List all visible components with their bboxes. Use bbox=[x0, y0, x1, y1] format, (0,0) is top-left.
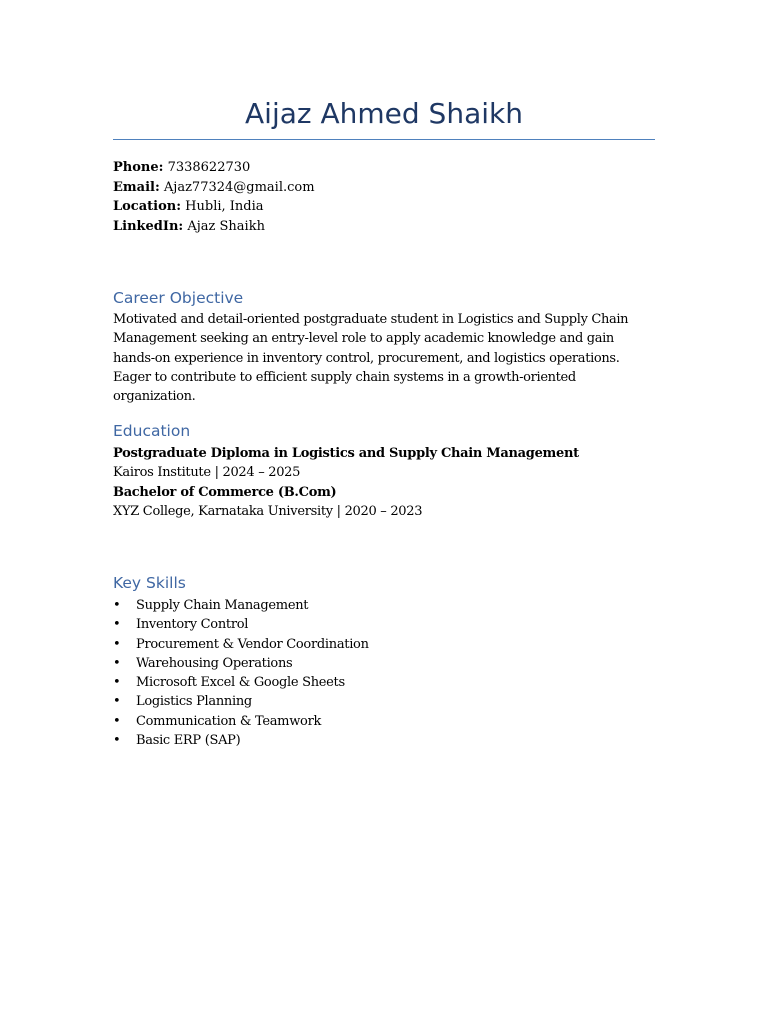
skill-label: Basic ERP (SAP) bbox=[136, 733, 241, 749]
education-degree: Postgraduate Diploma in Logistics and Supply Chain Management bbox=[113, 446, 579, 461]
skill-item bbox=[113, 596, 369, 615]
education-degree: Bachelor of Commerce (B.Com) bbox=[113, 484, 337, 500]
skill-item bbox=[113, 615, 369, 634]
candidate-name: Aijaz Ahmed Shaikh bbox=[245, 97, 523, 130]
skill-label: Warehousing Operations bbox=[136, 655, 293, 671]
skills-list bbox=[113, 596, 369, 750]
skill-item bbox=[113, 712, 369, 731]
career-objective-text: Motivated and detail-oriented postgraduate student in Logistics and Supply Chain Management seeking an entry-level role to apply academic knowledge and gain hands-on experience in inventory control, procurement, and logistics operations. Eager to contribute to efficient supply chain systems in a growth-oriented organization. bbox=[113, 312, 629, 405]
skill-item bbox=[113, 654, 369, 673]
skill-label: Inventory Control bbox=[136, 617, 249, 633]
location-value: Hubli, India bbox=[185, 199, 264, 214]
education-details: XYZ College, Karnataka University | 2020 – 2023 bbox=[113, 503, 423, 519]
skill-label: Logistics Planning bbox=[136, 694, 252, 710]
career-objective-heading: Career Objective bbox=[113, 289, 244, 307]
key-skills-heading: Key Skills bbox=[113, 574, 186, 592]
skill-item bbox=[113, 635, 369, 654]
education-heading: Education bbox=[113, 422, 191, 440]
email-value: Ajaz77324@gmail.com bbox=[163, 179, 315, 195]
phone-value: 7338622730 bbox=[167, 160, 251, 175]
location-label: Location: bbox=[113, 199, 182, 214]
bullet-icon: • bbox=[113, 636, 121, 652]
bullet-icon: • bbox=[113, 598, 121, 613]
education-details: Kairos Institute | 2024 – 2025 bbox=[113, 465, 301, 481]
contact-phone bbox=[113, 158, 315, 178]
bullet-icon: • bbox=[113, 733, 121, 749]
contact-location bbox=[113, 197, 315, 217]
email-label: Email: bbox=[113, 179, 160, 195]
skill-item bbox=[113, 731, 369, 750]
skill-label: Supply Chain Management bbox=[136, 598, 309, 613]
education-list bbox=[113, 444, 579, 521]
linkedin-label: LinkedIn: bbox=[113, 218, 184, 234]
bullet-icon: • bbox=[113, 675, 121, 691]
skill-item bbox=[113, 673, 369, 692]
skill-label: Microsoft Excel & Google Sheets bbox=[136, 675, 345, 691]
title-divider bbox=[113, 139, 655, 140]
contact-email bbox=[113, 178, 315, 198]
contact-linkedin bbox=[113, 217, 315, 237]
skill-label: Procurement & Vendor Coordination bbox=[136, 636, 369, 652]
skill-label: Communication & Teamwork bbox=[136, 713, 322, 729]
linkedin-value: Ajaz Shaikh bbox=[187, 218, 265, 234]
bullet-icon: • bbox=[113, 655, 121, 671]
skill-item bbox=[113, 692, 369, 711]
contact-block bbox=[113, 158, 315, 236]
bullet-icon: • bbox=[113, 713, 121, 729]
phone-label: Phone: bbox=[113, 160, 164, 175]
bullet-icon: • bbox=[113, 694, 121, 710]
bullet-icon: • bbox=[113, 617, 121, 633]
